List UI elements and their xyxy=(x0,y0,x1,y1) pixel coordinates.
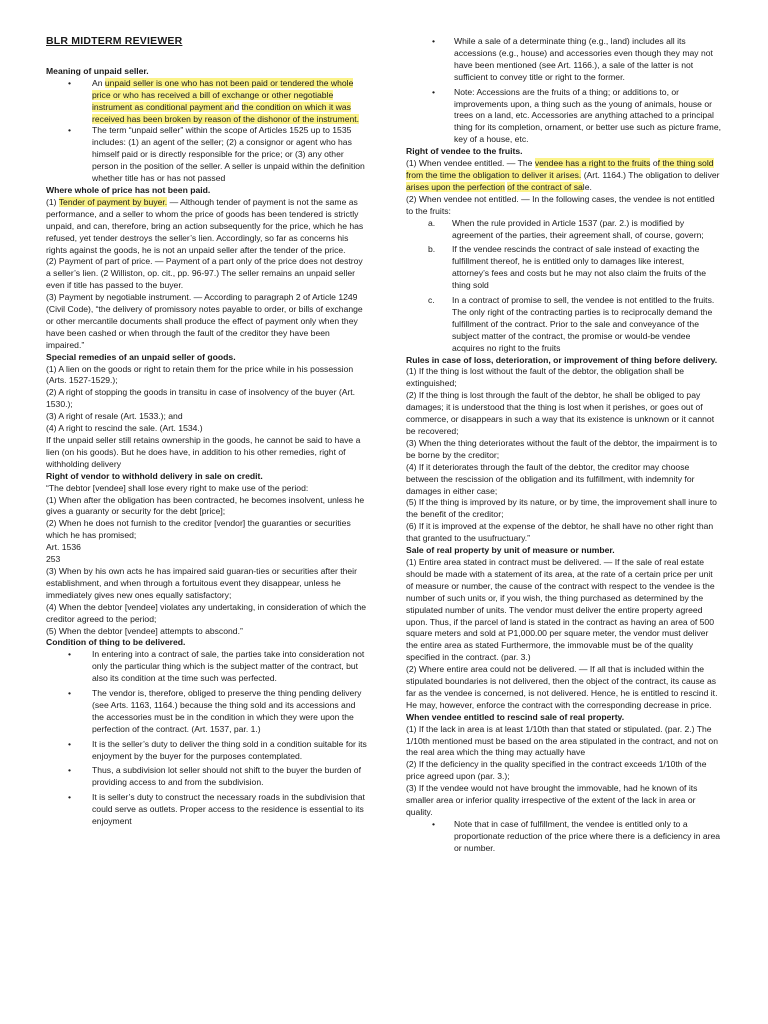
rescind-3: (3) If the vendee would not have brought the immovable, had he known of its smaller area or inferior quality irrespective of the extent of the lack in area or quality. xyxy=(406,783,698,817)
loss-5: (5) If the thing is improved by its nature, or by time, the improvement shall inure to the benefit of the creditor; xyxy=(406,497,717,520)
heading-real-property: Sale of real property by unit of measure or number. xyxy=(406,545,615,556)
fruits-case-b: b. If the vendee rescinds the contract of sale instead of exacting the fulfillment thereof, he is entitled only to damages like interest, attorney’s fees and costs but he may not also claim the fruits of the thing sold xyxy=(428,244,706,291)
remedy-4: (4) A right to rescind the sale. (Art. 1534.) xyxy=(46,423,203,434)
condition-bullet-5: • It is seller’s duty to construct the necessary roads in the subdivision that could serve as outlets. Proper access to the residence is essential to its enjoyment xyxy=(46,792,368,828)
heading-fruits: Right of vendee to the fruits. xyxy=(406,146,523,157)
realty-1: (1) Entire area stated in contract must be delivered. — If the sale of real estate should be made with a statement of its area, at the rate of a certain price per unit of measure or number, the cause of the contract with respect to the vendee is the number of such units or, if you wish, the thing purchased as determined by the stipulated number of units. The vendor must deliver the entire property agreed upon. Thus, if the parcel of land is stated in the contract as having an area of 500 square meters and sold at P1,000.00 per square meter, the vendor must deliver the entire area as stated Furthermore, the immovable must be of the quality specified in the contract. (par. 3.) xyxy=(406,556,715,663)
withhold-2: (2) When he does not furnish to the creditor [vendor] the guaranties or securities which he has promised; xyxy=(46,518,351,541)
fruits-cases xyxy=(406,218,722,355)
withhold-3: (3) When by his own acts he has impaired said guaran-ties or securities after their establishment, and when through a fortuitous event they disappear, unless he immediately gives new ones equally satisfactory; xyxy=(46,565,357,600)
highlight: unpaid seller is one who has not been paid or tendered the whole price or who has received a bill of exchange or other negotiable instrument as conditional payment an xyxy=(92,77,354,112)
highlight: arises upon the perfection xyxy=(406,181,505,192)
accessions-list xyxy=(406,36,722,146)
highlight: f the thing sold from the time the obligation to deliver it arises. xyxy=(406,158,714,180)
whole-price-1: (1) Tender of payment by buyer. — Although tender of payment is not the same as performance, and a seller to whom the price of goods has been tendered is strictly unpaid, and can, therefore, bring an action subsequently for the price, which he has refused, yet tender destroys the seller’s lien. Accordingly, so far as concerns his rights against the goods, he is not an unpaid seller after the tender of the price. xyxy=(46,196,364,255)
document-title: BLR MIDTERM REVIEWER xyxy=(46,35,183,47)
heading-condition: Condition of thing to be delivered. xyxy=(46,637,186,648)
page-number: 253 xyxy=(46,554,61,565)
rescind-note: • Note that in case of fulfillment, the vendee is entitled only to a proportionate reduction of the price where there is a deficiency in area or number. xyxy=(406,819,722,855)
whole-price-2: (2) Payment of part of price. — Payment of a part only of the price does not destroy a seller’s lien. (2 Williston, op. cit., pp. 96-97.) The seller remains an unpaid seller even if title has passed to the buyer. xyxy=(46,256,363,291)
article-reference: Art. 1536 xyxy=(46,542,81,553)
remedy-2: (2) A right of stopping the goods in transitu in case of insolvency of the buyer (Art. 1530.); xyxy=(46,387,356,410)
loss-3: (3) When the thing deteriorates without the fault of the debtor, the impairment is to be borne by the creditor; xyxy=(406,437,717,460)
remedy-1: (1) A lien on the goods or right to retain them for the price while in his possession (Arts. 1527-1529.); xyxy=(46,363,354,386)
left-column xyxy=(46,36,368,828)
heading-whole-price: Where whole of price has not been paid. xyxy=(46,184,211,195)
realty-2: (2) Where entire area could not be delivered. — If all that is included within the stipulated boundaries is not delivered, then the object of the contract, its cause as far as the vendee is concerned, is not delivered. Hence, he is entitled to rescind it. He may, however, enforce the contract with the corresponding decrease in price. xyxy=(406,664,718,710)
rescind-1: (1) If the lack in area is at least 1/10th than that stated or stipulated. (par. 2.) The 1/10th mentioned must be based on the area stipulated in the contract, and not on the real area which the thing may actually have xyxy=(406,723,718,758)
whole-price-3: (3) Payment by negotiable instrument. — According to paragraph 2 of Article 1249 (Civil Code), “the delivery of promissory notes payable to order, or bills of exchange or other mercantile documents shall produce the effect of payment only when they have been cashed or when through the fault of the creditor they have been impaired.” xyxy=(46,292,363,350)
fruits-1: (1) When vendee entitled. — The vendee has a right to the fruits of the thing sold from the time the obligation to deliver it arises. (Art. 1164.) The obligation to deliver arises upon the perfection of the contract of sale. xyxy=(406,158,720,192)
heading-special-remedies: Special remedies of an unpaid seller of goods. xyxy=(46,351,236,362)
loss-6: (6) If it is improved at the expense of the debtor, he shall have no other right than that granted to the usufructuary.” xyxy=(406,521,714,544)
withhold-4: (4) When the debtor [vendee] violates any undertaking, in consideration of which the creditor agreed to the period; xyxy=(46,601,367,624)
condition-bullet-2: • The vendor is, therefore, obliged to preserve the thing pending delivery (see Arts. 1163, 1164.) because the thing sold and its accessions and the accessories must be in the condition in which they were upon the perfection of the contract. (Art. 1537, par. 1.) xyxy=(46,688,368,736)
withhold-5: (5) When the debtor [vendee] attempts to abscond.” xyxy=(46,625,243,636)
loss-1: (1) If the thing is lost without the fault of the debtor, the obligation shall be extinguished; xyxy=(406,366,685,389)
loss-2: (2) If the thing is lost through the fault of the debtor, he shall be obliged to pay damages; it is understood that the thing is lost when it perishes, or goes out of commerce, or disappears in such a way that its existence is unknown or it cannot be recovered; xyxy=(406,390,715,436)
condition-bullet-1: • In entering into a contract of sale, the parties take into consideration not only the particular thing which is the subject matter of the contract, but also its condition at the time such was perfected. xyxy=(46,649,368,685)
condition-bullet-3: • It is the seller’s duty to deliver the thing sold in a condition suitable for its enjoyment by the buyer for the purposes contemplated. xyxy=(46,739,368,763)
rescind-2: (2) If the deficiency in the quality specified in the contract exceeds 1/10th of the price agreed upon (par. 3.); xyxy=(406,759,707,782)
heading-unpaid-seller: Meaning of unpaid seller. xyxy=(46,65,149,76)
heading-rescind: When vendee entitled to rescind sale of real property. xyxy=(406,711,625,722)
fruits-case-a: a. When the rule provided in Article 1537 (par. 2.) is modified by agreement of the parties, their agreement shall, of course, govern; xyxy=(428,217,704,240)
withhold-intro: “The debtor [vendee] shall lose every right to make use of the period: xyxy=(46,482,309,493)
unpaid-seller-bullet-2: • The term “unpaid seller” within the scope of Articles 1525 up to 1535 includes: (1) an agent of the seller; (2) a consignor or agent who has himself paid or is directly responsible for the price; or (3) any other person in the position of the seller. A seller is unpaid within the definition whether title has or has not passed xyxy=(46,125,368,185)
fruits-case-c: c. In a contract of promise to sell, the vendee is not entitled to the fruits. The only right of the contracting parties is to reciprocally demand the fulfillment of the contract. Prior to the sale and conveyance of the subject matter of the contract, the promise or would-be vendee acquires no right to the fruits xyxy=(428,295,715,353)
withhold-1: (1) When after the obligation has been contracted, he becomes insolvent, unless he gives a guaranty or security for the debt [price]; xyxy=(46,494,365,517)
heading-withhold-delivery: Right of vendor to withhold delivery in sale on credit. xyxy=(46,470,263,481)
rescind-note-list xyxy=(406,819,722,855)
unpaid-seller-list xyxy=(46,78,368,185)
loss-4: (4) If it deteriorates through the fault of the debtor, the creditor may choose between the rescission of the obligation and its fulfillment, with indemnity for damages in either case; xyxy=(406,461,695,496)
accessions-bullet-1: • While a sale of a determinate thing (e.g., land) includes all its accessions (e.g., house) and accessories even though they may not have been mentioned (see Art. 1166.), a sale of the latter is not sufficient to convey title or right to the former. xyxy=(406,36,722,84)
fruits-2: (2) When vendee not entitled. — In the following cases, the vendee is not entitled to the fruits: xyxy=(406,193,715,216)
accessions-bullet-2: • Note: Accessions are the fruits of a thing; or additions to, or improvements upon, a thing such as the young of animals, house or trees on a land, etc. Accessories are anything attached to a principal thing for its completion, ornament, or better use such as picture frame, key of a house, etc. xyxy=(406,87,722,147)
highlight: the condition on which it was received has been broken by reason of the dishonor of the instrument. xyxy=(92,101,360,124)
heading-loss-rules: Rules in case of loss, deterioration, or improvement of thing before delivery. xyxy=(406,354,718,365)
condition-bullet-4: • Thus, a subdivision lot seller should not shift to the buyer the burden of providing access to and from the subdivision. xyxy=(46,765,368,789)
highlight: of the contract of sa xyxy=(507,181,583,192)
highlight: Tender of payment by buyer. xyxy=(58,196,168,207)
remedy-note: If the unpaid seller still retains ownership in the goods, he cannot be said to have a lien (on his goods). But he does have, in addition to his other remedies, right of withholding delivery xyxy=(46,435,361,469)
highlight: vendee has a right to the fruits xyxy=(534,158,651,169)
remedy-3: (3) A right of resale (Art. 1533.); and xyxy=(46,411,183,422)
condition-list xyxy=(46,649,368,828)
right-column xyxy=(406,36,722,855)
unpaid-seller-bullet-1: • An unpaid seller is one who has not been paid or tendered the whole price or who has received a bill of exchange or other negotiable instrument as conditional payment and the condition on which it was received has been broken by reason of the dishonor of the instrument. xyxy=(46,78,368,126)
